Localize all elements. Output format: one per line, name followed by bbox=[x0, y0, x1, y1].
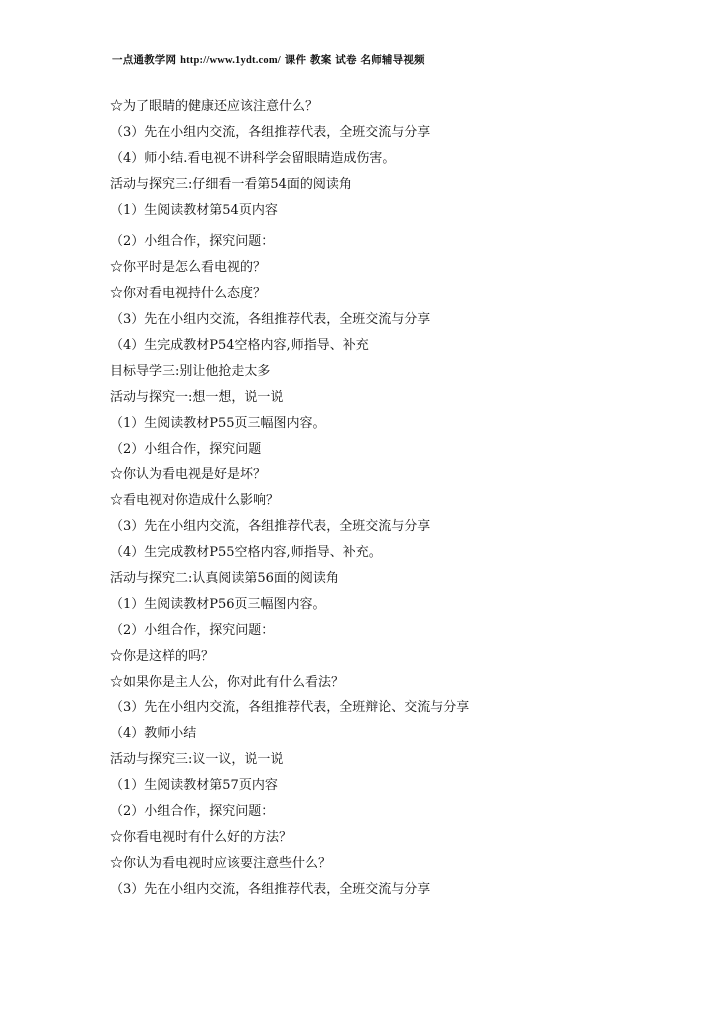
section-heading: 活动与探究三:仔细看一看第54面的阅读角 bbox=[110, 176, 352, 192]
section-heading: 活动与探究一:想一想，说一说 bbox=[110, 389, 284, 405]
text-line: （2）小组合作，探究问题： bbox=[110, 622, 275, 638]
page-header bbox=[112, 52, 425, 67]
section-heading: 目标导学三:别让他抢走太多 bbox=[110, 363, 271, 379]
text-line: （2）小组合作，探究问题： bbox=[110, 804, 275, 820]
header-tags: 课件 教案 试卷 名师辅导视频 bbox=[284, 54, 425, 66]
text-line: （4）师小结.看电视不讲科学会留眼睛造成伤害。 bbox=[110, 150, 396, 166]
text-line: （1）生阅读教材第54页内容 bbox=[110, 202, 278, 218]
text-line: （4）生完成教材P55空格内容,师指导、补充。 bbox=[110, 545, 382, 561]
text-line: ☆你认为看电视是好是坏？ bbox=[110, 467, 267, 483]
text-line: ☆看电视对你造成什么影响？ bbox=[110, 493, 280, 509]
text-line: ☆如果你是主人公，你对此有什么看法？ bbox=[110, 674, 345, 690]
text-line: （3）先在小组内交流，各组推荐代表，全班交流与分享 bbox=[110, 312, 431, 328]
text-line: （2）小组合作，探究问题： bbox=[110, 234, 275, 250]
text-line: ☆你对看电视持什么态度？ bbox=[110, 286, 267, 302]
text-line: （2）小组合作，探究问题 bbox=[110, 441, 262, 457]
text-line: （3）先在小组内交流，各组推荐代表，全班交流与分享 bbox=[110, 124, 431, 140]
text-line: ☆为了眼睛的健康还应该注意什么？ bbox=[110, 99, 319, 114]
text-line: （3）先在小组内交流，各组推荐代表，全班交流与分享 bbox=[110, 519, 431, 535]
text-line: （4）教师小结 bbox=[110, 726, 197, 742]
text-line: （1）生阅读教材P55页三幅图内容。 bbox=[110, 415, 326, 431]
document-body bbox=[110, 94, 690, 903]
text-line: ☆你看电视时有什么好的方法？ bbox=[110, 829, 293, 845]
text-line: （1）生阅读教材第57页内容 bbox=[110, 778, 278, 794]
header-site-name: 一点通教学网 bbox=[112, 54, 177, 66]
section-heading: 活动与探究三:议一议，说一说 bbox=[110, 752, 284, 768]
text-line: （4）生完成教材P54空格内容,师指导、补充 bbox=[110, 338, 369, 354]
header-url: http://www.1ydt.com/ bbox=[180, 55, 281, 66]
text-line: （3）先在小组内交流，各组推荐代表，全班交流与分享 bbox=[110, 881, 431, 897]
section-heading: 活动与探究二:认真阅读第56面的阅读角 bbox=[110, 571, 339, 587]
text-line: （3）先在小组内交流，各组推荐代表，全班辩论、交流与分享 bbox=[110, 700, 470, 716]
text-line: ☆你认为看电视时应该要注意些什么？ bbox=[110, 855, 332, 871]
text-line: （1）生阅读教材P56页三幅图内容。 bbox=[110, 596, 326, 612]
text-line: ☆你平时是怎么看电视的？ bbox=[110, 260, 267, 276]
text-line: ☆你是这样的吗？ bbox=[110, 648, 215, 664]
